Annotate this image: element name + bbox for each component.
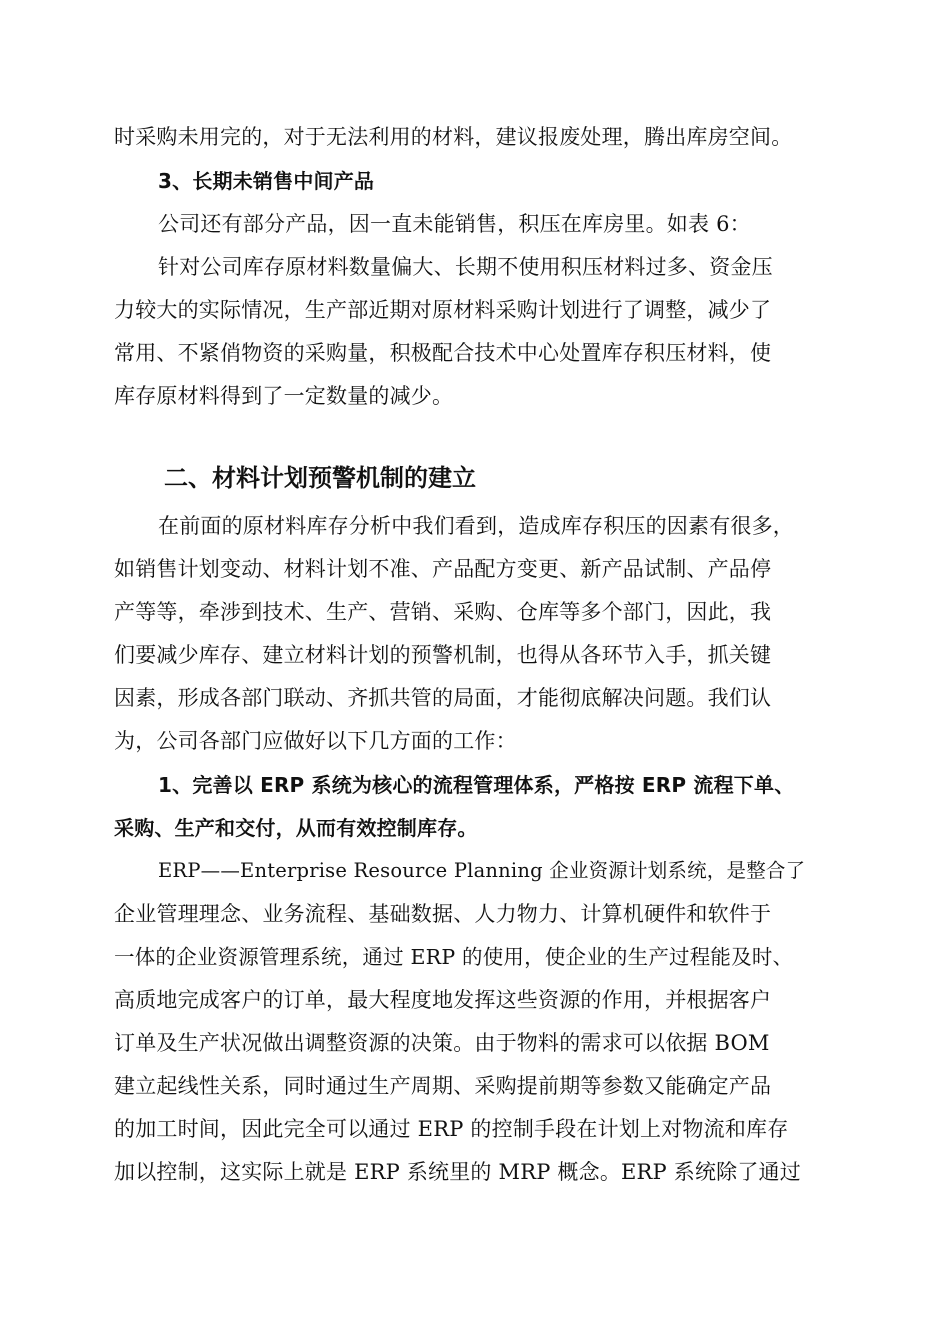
body-line: 库存原材料得到了一定数量的减少。 [114, 384, 454, 408]
body-line: 时采购未用完的，对于无法利用的材料，建议报废处理，腾出库房空间。 [114, 125, 793, 149]
body-line: 公司还有部分产品，因一直未能销售，积压在库房里。如表 6： [158, 212, 751, 236]
body-line: 产等等，牵涉到技术、生产、营销、采购、仓库等多个部门，因此，我 [114, 600, 772, 624]
bold-point-line: 采购、生产和交付，从而有效控制库存。 [114, 816, 478, 840]
section-heading: 二、材料计划预警机制的建立 [164, 464, 476, 492]
subsection-heading: 3、长期未销售中间产品 [158, 169, 375, 193]
body-line: 因素，形成各部门联动、齐抓共管的局面，才能彻底解决问题。我们认 [114, 686, 772, 710]
body-line: 力较大的实际情况，生产部近期对原材料采购计划进行了调整，减少了 [114, 298, 772, 322]
body-line: 们要减少库存、建立材料计划的预警机制，也得从各环节入手，抓关键 [114, 643, 772, 667]
body-line: 针对公司库存原材料数量偏大、长期不使用积压材料过多、资金压 [158, 255, 773, 279]
body-line: ERP——Enterprise Resource Planning 企业资源计划系统，是整合了 [158, 859, 806, 882]
body-line: 加以控制，这实际上就是 ERP 系统里的 MRP 概念。ERP 系统除了通过 [114, 1160, 801, 1184]
bold-point-line: 1、完善以 ERP 系统为核心的流程管理体系，严格按 ERP 流程下单、 [158, 773, 795, 797]
body-line: 建立起线性关系，同时通过生产周期、采购提前期等参数又能确定产品 [114, 1074, 772, 1098]
body-line: 常用、不紧俏物资的采购量，积极配合技术中心处置库存积压材料，使 [114, 341, 772, 365]
body-line: 为，公司各部门应做好以下几方面的工作： [114, 729, 517, 753]
body-line: 订单及生产状况做出调整资源的决策。由于物料的需求可以依据 BOM [114, 1031, 770, 1055]
body-line: 的加工时间，因此完全可以通过 ERP 的控制手段在计划上对物流和库存 [114, 1117, 789, 1141]
body-line: 在前面的原材料库存分析中我们看到，造成库存积压的因素有很多， [158, 514, 794, 538]
body-line: 如销售计划变动、材料计划不准、产品配方变更、新产品试制、产品停 [114, 557, 772, 581]
body-line: 高质地完成客户的订单，最大程度地发挥这些资源的作用，并根据客户 [114, 988, 772, 1012]
body-line: 企业管理理念、业务流程、基础数据、人力物力、计算机硬件和软件于 [114, 902, 772, 926]
body-line: 一体的企业资源管理系统，通过 ERP 的使用，使企业的生产过程能及时、 [114, 945, 794, 969]
